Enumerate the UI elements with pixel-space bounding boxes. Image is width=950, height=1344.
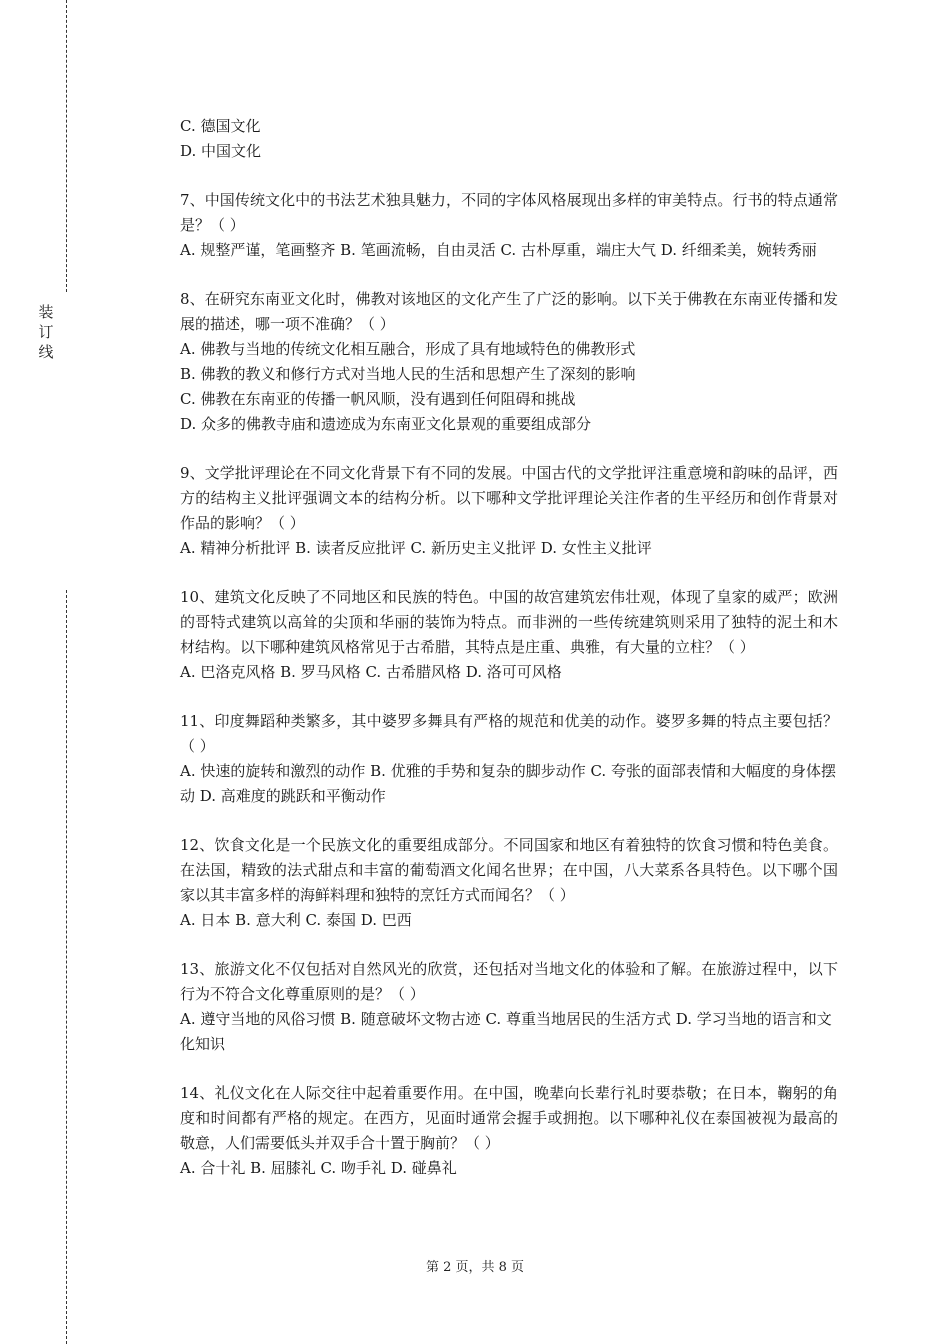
binding-label-char: 线: [38, 343, 54, 361]
page-footer: 第 2 页，共 8 页: [425, 1260, 525, 1275]
carry-over-options: [180, 114, 838, 164]
option-b: B. 佛教的教义和修行方式对当地人民的生活和思想产生了深刻的影响: [180, 365, 636, 383]
question-stem: 7、中国传统文化中的书法艺术独具魅力，不同的字体风格展现出多样的审美特点。行书的特点通常是？（ ）: [180, 191, 838, 234]
question-stem: 14、礼仪文化在人际交往中起着重要作用。在中国，晚辈向长辈行礼时要恭敬；在日本，鞠躬的角度和时间都有严格的规定。在西方，见面时通常会握手或拥抱。以下哪种礼仪在泰国被视为最高的敬意，人们需要低头并双手合十置于胸前？（ ）: [180, 1084, 838, 1152]
question-9: [180, 461, 838, 561]
question-stem: 13、旅游文化不仅包括对自然风光的欣赏，还包括对当地文化的体验和了解。在旅游过程中，以下行为不符合文化尊重原则的是？（ ）: [180, 960, 838, 1003]
question-10: [180, 585, 838, 685]
question-stem: 11、印度舞蹈种类繁多，其中婆罗多舞具有严格的规范和优美的动作。婆罗多舞的特点主要包括？（ ）: [180, 712, 838, 755]
question-stem: 8、在研究东南亚文化时，佛教对该地区的文化产生了广泛的影响。以下关于佛教在东南亚传播和发展的描述，哪一项不准确？（ ）: [180, 290, 838, 333]
binding-dashed-line-bottom: [66, 590, 67, 1344]
question-stem: 10、建筑文化反映了不同地区和民族的特色。中国的故宫建筑宏伟壮观，体现了皇家的威严；欧洲的哥特式建筑以高耸的尖顶和华丽的装饰为特点。而非洲的一些传统建筑则采用了独特的泥土和木材结构。以下哪种建筑风格常见于古希腊，其特点是庄重、典雅，有大量的立柱？（ ）: [180, 588, 838, 656]
binding-dashed-line-top: [66, 0, 67, 292]
question-14: [180, 1081, 838, 1181]
question-options: A. 快速的旋转和激烈的动作 B. 优雅的手势和复杂的脚步动作 C. 夸张的面部表情和大幅度的身体摆动 D. 高难度的跳跃和平衡动作: [180, 762, 836, 805]
binding-label-char: 装: [38, 303, 54, 321]
binding-label: [36, 302, 56, 362]
question-options: A. 精神分析批评 B. 读者反应批评 C. 新历史主义批评 D. 女性主义批评: [180, 539, 652, 557]
question-7: [180, 188, 838, 263]
question-11: [180, 709, 838, 809]
question-8: [180, 287, 838, 437]
option-line: D. 中国文化: [180, 142, 262, 160]
question-options: A. 合十礼 B. 屈膝礼 C. 吻手礼 D. 碰鼻礼: [180, 1159, 457, 1177]
question-options: A. 规整严谨，笔画整齐 B. 笔画流畅，自由灵活 C. 古朴厚重，端庄大气 D. 纤细柔美，婉转秀丽: [180, 241, 817, 259]
page-content: [180, 114, 838, 1181]
question-12: [180, 833, 838, 933]
option-c: C. 佛教在东南亚的传播一帆风顺，没有遇到任何阻碍和挑战: [180, 390, 576, 408]
option-d: D. 众多的佛教寺庙和遗迹成为东南亚文化景观的重要组成部分: [180, 415, 592, 433]
question-13: [180, 957, 838, 1057]
option-line: C. 德国文化: [180, 117, 261, 135]
binding-label-char: 订: [38, 323, 54, 341]
question-stem: 9、文学批评理论在不同文化背景下有不同的发展。中国古代的文学批评注重意境和韵味的品评，西方的结构主义批评强调文本的结构分析。以下哪种文学批评理论关注作者的生平经历和创作背景对作品的影响？（ ）: [180, 464, 838, 532]
question-options: A. 遵守当地的风俗习惯 B. 随意破坏文物古迹 C. 尊重当地居民的生活方式 D. 学习当地的语言和文化知识: [180, 1010, 832, 1053]
question-options: A. 日本 B. 意大利 C. 泰国 D. 巴西: [180, 911, 412, 929]
question-options: A. 巴洛克风格 B. 罗马风格 C. 古希腊风格 D. 洛可可风格: [180, 663, 562, 681]
option-a: A. 佛教与当地的传统文化相互融合，形成了具有地域特色的佛教形式: [180, 340, 636, 358]
question-stem: 12、饮食文化是一个民族文化的重要组成部分。不同国家和地区有着独特的饮食习惯和特色美食。在法国，精致的法式甜点和丰富的葡萄酒文化闻名世界；在中国，八大菜系各具特色。以下哪个国家以其丰富多样的海鲜料理和独特的烹饪方式而闻名？（ ）: [180, 836, 838, 904]
